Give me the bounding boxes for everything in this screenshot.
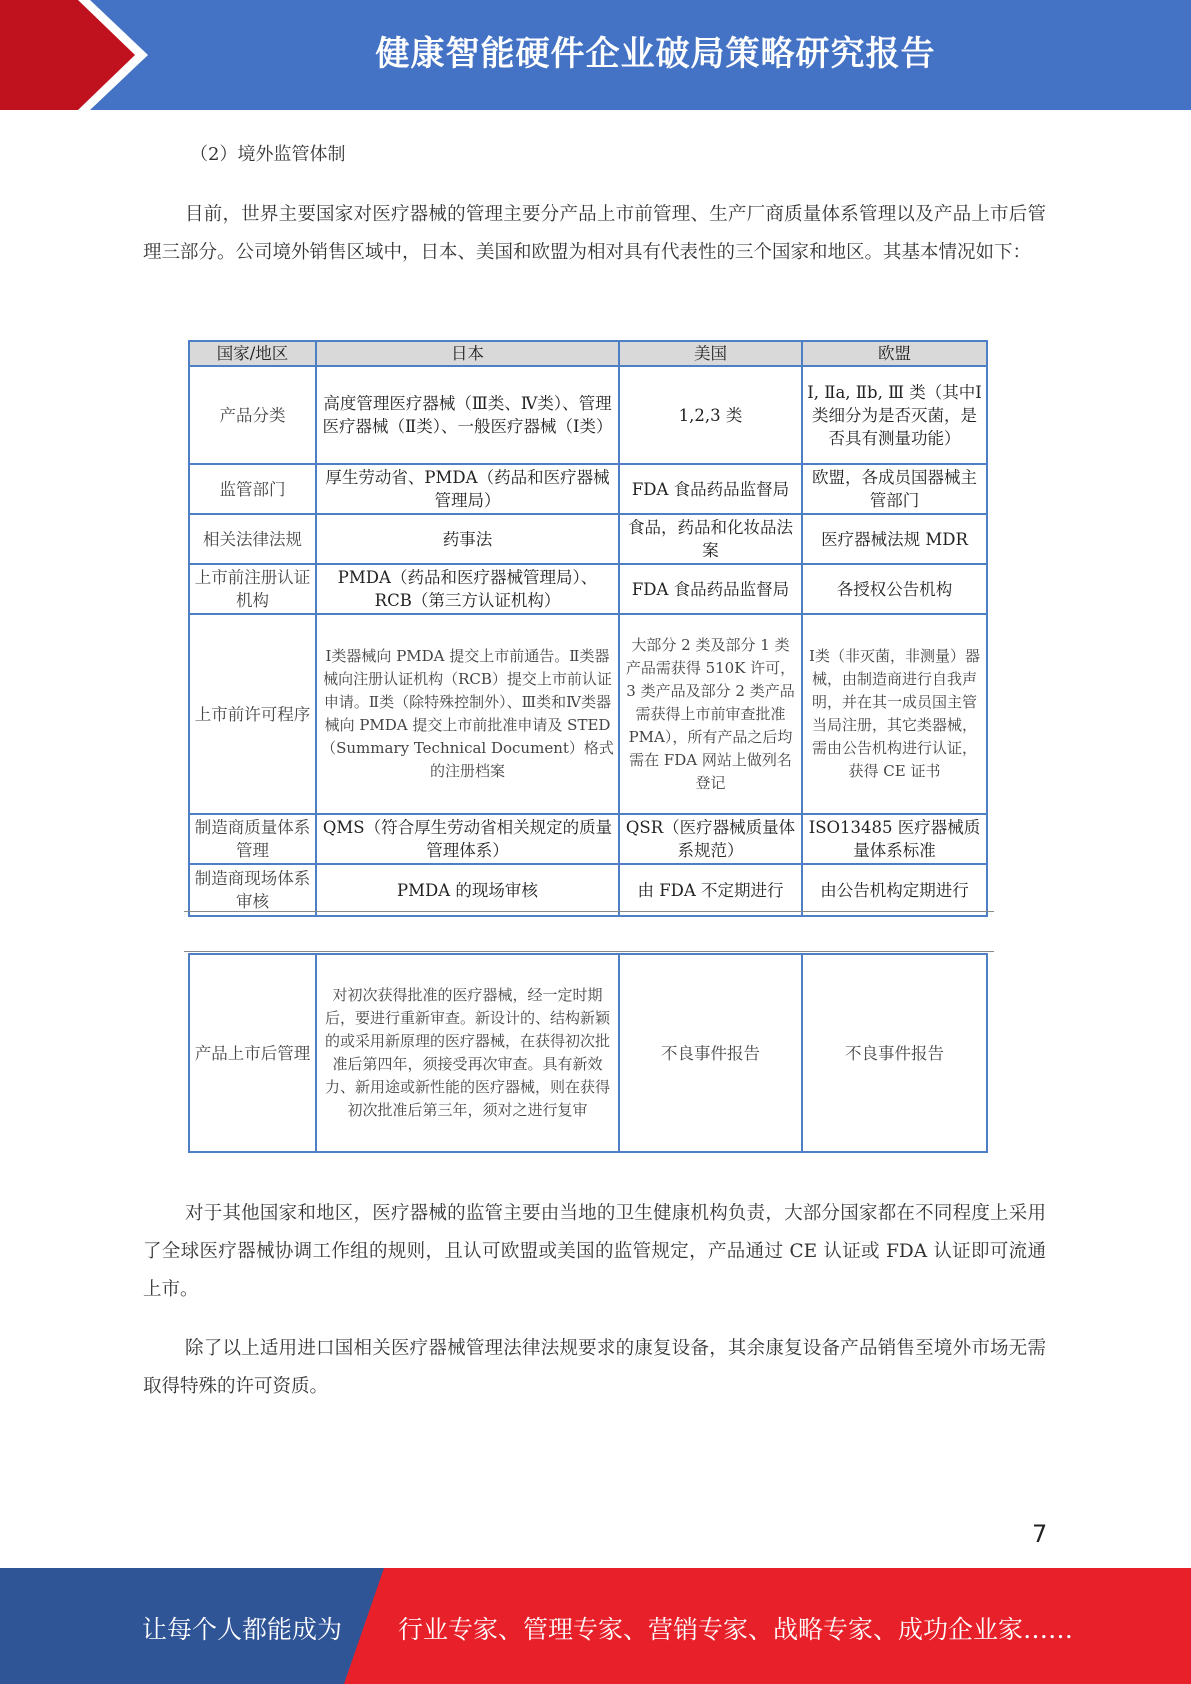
table-cell: 1,2,3 类 [619, 366, 802, 464]
table-cell: 欧盟，各成员国器械主管部门 [802, 464, 987, 514]
table-cell: 大部分 2 类及部分 1 类产品需获得 510K 许可，3 类产品及部分 2 类产品需获得上市前审查批准 PMA），所有产品之后均需在 FDA 网站上做列名登记 [619, 614, 802, 814]
table-cell: 不良事件报告 [802, 954, 987, 1152]
table-cell: 厚生劳动省、PMDA（药品和医疗器械管理局） [316, 464, 619, 514]
table-row [189, 514, 987, 564]
page-number: 7 [1032, 1520, 1048, 1548]
section-heading: （2）境外监管体制 [190, 144, 346, 165]
footer-slogan-left: 让每个人都能成为 [142, 1615, 343, 1644]
table-cell: Ⅰ类（非灭菌，非测量）器械，由制造商进行自我声明，并在其一成员国主管当局注册，其它类器械，需由公告机构进行认证，获得 CE 证书 [802, 614, 987, 814]
table-cut-line [184, 951, 994, 952]
table-row [189, 954, 987, 1152]
header-cell: 欧盟 [802, 341, 987, 366]
row-label: 产品分类 [189, 366, 316, 464]
table-row [189, 614, 987, 814]
row-label: 上市前注册认证机构 [189, 564, 316, 614]
header-cell: 国家/地区 [189, 341, 316, 366]
table-cell: QSR（医疗器械质量体系规范） [619, 814, 802, 864]
table-cell: 不良事件报告 [619, 954, 802, 1152]
row-label: 产品上市后管理 [189, 954, 316, 1152]
table-header-row [189, 341, 987, 366]
table-cell: Ⅰ类器械向 PMDA 提交上市前通告。Ⅱ类器械向注册认证机构（RCB）提交上市前认证申请。Ⅱ类（除特殊控制外）、Ⅲ类和Ⅳ类器械向 PMDA 提交上市前批准申请及 STED（Summary Technical Document）格式的注册档案 [316, 614, 619, 814]
table-row [189, 864, 987, 916]
table-cell: 各授权公告机构 [802, 564, 987, 614]
table-row [189, 366, 987, 464]
table-cell: 食品，药品和化妆品法案 [619, 514, 802, 564]
table-cell: 由公告机构定期进行 [802, 864, 987, 916]
table-cell: 由 FDA 不定期进行 [619, 864, 802, 916]
row-label: 上市前许可程序 [189, 614, 316, 814]
table-cell: 高度管理医疗器械（Ⅲ类、Ⅳ类）、管理医疗器械（Ⅱ类）、一般医疗器械（Ⅰ类） [316, 366, 619, 464]
table-cell: PMDA（药品和医疗器械管理局）、RCB（第三方认证机构） [316, 564, 619, 614]
table-cell: PMDA 的现场审核 [316, 864, 619, 916]
row-label: 制造商质量体系管理 [189, 814, 316, 864]
regulation-table [188, 340, 988, 917]
table-cell: FDA 食品药品监督局 [619, 464, 802, 514]
table-cell: QMS（符合厚生劳动省相关规定的质量管理体系） [316, 814, 619, 864]
intro-paragraph: 目前，世界主要国家对医疗器械的管理主要分产品上市前管理、生产厂商质量体系管理以及产品上市后管理三部分。公司境外销售区域中，日本、美国和欧盟为相对具有代表性的三个国家和地区。其基本情况如下： [143, 204, 1046, 263]
header-cell: 日本 [316, 341, 619, 366]
row-label: 相关法律法规 [189, 514, 316, 564]
row-label: 制造商现场体系审核 [189, 864, 316, 916]
header-band [0, 0, 1191, 110]
footer-slogan-right: 行业专家、管理专家、营销专家、战略专家、成功企业家…… [398, 1615, 1074, 1644]
footer-band [0, 1568, 1191, 1684]
table-cell: Ⅰ, Ⅱa, Ⅱb, Ⅲ 类（其中Ⅰ类细分为是否灭菌，是否具有测量功能） [802, 366, 987, 464]
table-row [189, 814, 987, 864]
table-row [189, 464, 987, 514]
header-cell: 美国 [619, 341, 802, 366]
table-cell: ISO13485 医疗器械质量体系标准 [802, 814, 987, 864]
table-cell: 对初次获得批准的医疗器械，经一定时期后，要进行重新审查。新设计的、结构新颖的或采用新原理的医疗器械，在获得初次批准后第四年，须接受再次审查。具有新效力、新用途或新性能的医疗器械，则在获得初次批准后第三年，须对之进行复审 [316, 954, 619, 1152]
table-row [189, 564, 987, 614]
body-paragraph: 对于其他国家和地区，医疗器械的监管主要由当地的卫生健康机构负责，大部分国家都在不同程度上采用了全球医疗器械协调工作组的规则，且认可欧盟或美国的监管规定，产品通过 CE 认证或 FDA 认证即可流通上市。 [143, 1203, 1046, 1300]
row-label: 监管部门 [189, 464, 316, 514]
body-paragraph: 除了以上适用进口国相关医疗器械管理法律法规要求的康复设备，其余康复设备产品销售至境外市场无需取得特殊的许可资质。 [143, 1338, 1046, 1397]
table-cell: 医疗器械法规 MDR [802, 514, 987, 564]
regulation-table-continued [188, 953, 988, 1153]
table-cut-line [184, 911, 994, 912]
report-title: 健康智能硬件企业破局策略研究报告 [375, 34, 936, 74]
table-cell: 药事法 [316, 514, 619, 564]
table-cell: FDA 食品药品监督局 [619, 564, 802, 614]
